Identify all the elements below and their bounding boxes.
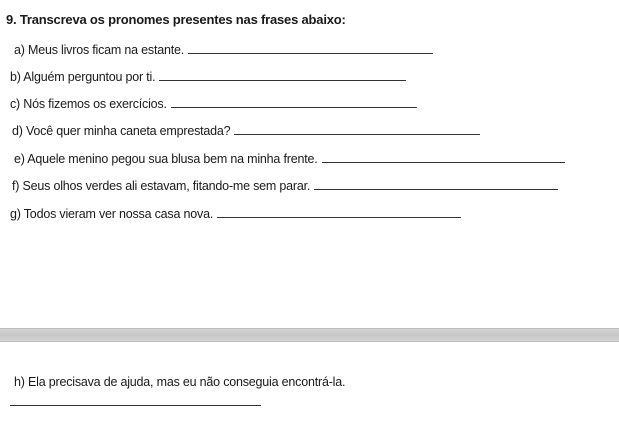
sentence-d [12,123,480,138]
sentence-h [14,375,345,389]
sentence-text: g) Todos vieram ver nossa casa nova. [10,207,214,221]
sentence-text: c) Nós fizemos os exercícios. [10,97,167,111]
answer-blank [234,123,480,135]
answer-blank [314,178,558,190]
answer-blank [217,206,461,218]
answer-blank [188,42,433,54]
sentence-text: f) Seus olhos verdes ali estavam, fitando-me sem parar. [12,179,311,193]
sentence-text: e) Aquele menino pegou sua blusa bem na minha frente. [14,152,318,166]
sentence-c [10,96,417,111]
sentence-f [12,178,558,193]
sentence-g [10,206,461,221]
sentence-text: h) Ela precisava de ajuda, mas eu não conseguia encontrá-la. [14,375,346,389]
sentence-text: d) Você quer minha caneta emprestada? [12,124,231,138]
answer-blank [171,96,417,108]
sentence-text: a) Meus livros ficam na estante. [14,43,185,57]
page-break-divider [0,328,619,342]
answer-blank [322,151,565,163]
exercise-title: 9. Transcreva os pronomes presentes nas frases abaixo: [6,12,346,27]
sentence-b [10,69,406,84]
sentence-text: b) Alguém perguntou por ti. [10,70,156,84]
sentence-e [14,151,565,166]
answer-blank [10,405,261,406]
answer-blank [159,69,406,81]
sentence-a [14,42,433,57]
